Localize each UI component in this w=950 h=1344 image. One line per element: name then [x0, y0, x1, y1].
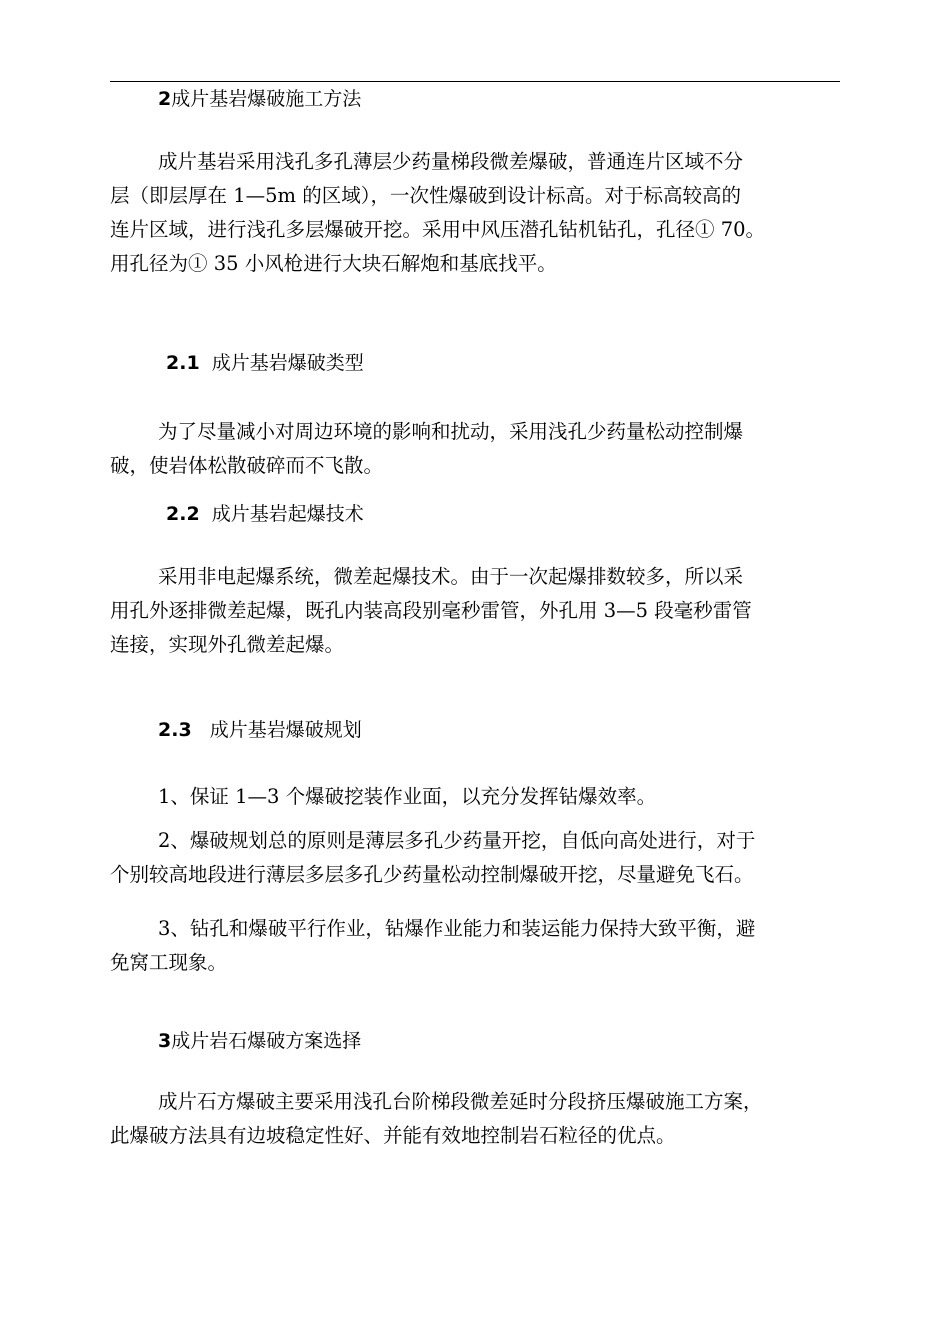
section-title: 成片岩石爆破方案选择 [171, 1030, 362, 1052]
section-title: 成片基岩爆破规划 [209, 719, 362, 741]
list-item-line: 1、保证 1—3 个爆破挖装作业面，以充分发挥钻爆效率。 [158, 785, 657, 808]
paragraph-line: 采用非电起爆系统，微差起爆技术。由于一次起爆排数较多，所以采 [158, 565, 744, 588]
section-2-paragraph [110, 145, 842, 281]
list-item-line: 3、钻孔和爆破平行作业，钻爆作业能力和装运能力保持大致平衡，避 [158, 917, 756, 940]
list-item-line: 个别较高地段进行薄层多层多孔少药量松动控制爆破开挖，尽量避免飞石。 [110, 863, 754, 886]
section-3-paragraph [110, 1085, 842, 1153]
section-2-3-item-2 [110, 824, 842, 892]
section-2-1-paragraph [110, 415, 842, 483]
paragraph-line: 此爆破方法具有边坡稳定性好、并能有效地控制岩石粒径的优点。 [110, 1124, 676, 1147]
paragraph-line: 为了尽量减小对周边环境的影响和扰动，采用浅孔少药量松动控制爆 [158, 420, 744, 443]
section-2-2-paragraph [110, 560, 842, 662]
paragraph-line: 用孔外逐排微差起爆，既孔内装高段别毫秒雷管，外孔用 3—5 段毫秒雷管 [110, 599, 752, 622]
section-2-3-item-1 [110, 780, 842, 814]
section-title: 成片基岩起爆技术 [211, 503, 364, 525]
section-heading-2-3 [158, 717, 362, 743]
section-heading-2-2 [166, 501, 364, 527]
section-title: 成片基岩爆破施工方法 [171, 88, 362, 110]
section-number: 2.3 [158, 719, 192, 741]
list-item-line: 2、爆破规划总的原则是薄层多孔少药量开挖，自低向高处进行，对于 [158, 829, 756, 852]
paragraph-line: 用孔径为① 35 小风枪进行大块石解炮和基底找平。 [110, 252, 557, 275]
paragraph-line: 连接，实现外孔微差起爆。 [110, 633, 345, 656]
paragraph-line: 破，使岩体松散破碎而不飞散。 [110, 454, 384, 477]
paragraph-line: 层（即层厚在 1—5m 的区域），一次性爆破到设计标高。对于标高较高的 [110, 184, 741, 207]
section-title: 成片基岩爆破类型 [211, 352, 364, 374]
section-number: 2 [158, 88, 172, 110]
section-heading-3 [158, 1028, 361, 1054]
paragraph-line: 连片区域，进行浅孔多层爆破开挖。采用中风压潜孔钻机钻孔，孔径① 70。 [110, 218, 766, 241]
header-rule [110, 81, 840, 82]
section-number: 2.1 [166, 352, 200, 374]
section-2-3-item-3 [110, 912, 842, 980]
section-number: 2.2 [166, 503, 200, 525]
paragraph-line: 成片基岩采用浅孔多孔薄层少药量梯段微差爆破，普通连片区域不分 [158, 150, 744, 173]
list-item-line: 免窝工现象。 [110, 951, 228, 974]
section-heading-2-1 [166, 350, 364, 376]
section-heading-2 [158, 86, 361, 112]
paragraph-line: 成片石方爆破主要采用浅孔台阶梯段微差延时分段挤压爆破施工方案， [158, 1090, 763, 1113]
section-number: 3 [158, 1030, 172, 1052]
